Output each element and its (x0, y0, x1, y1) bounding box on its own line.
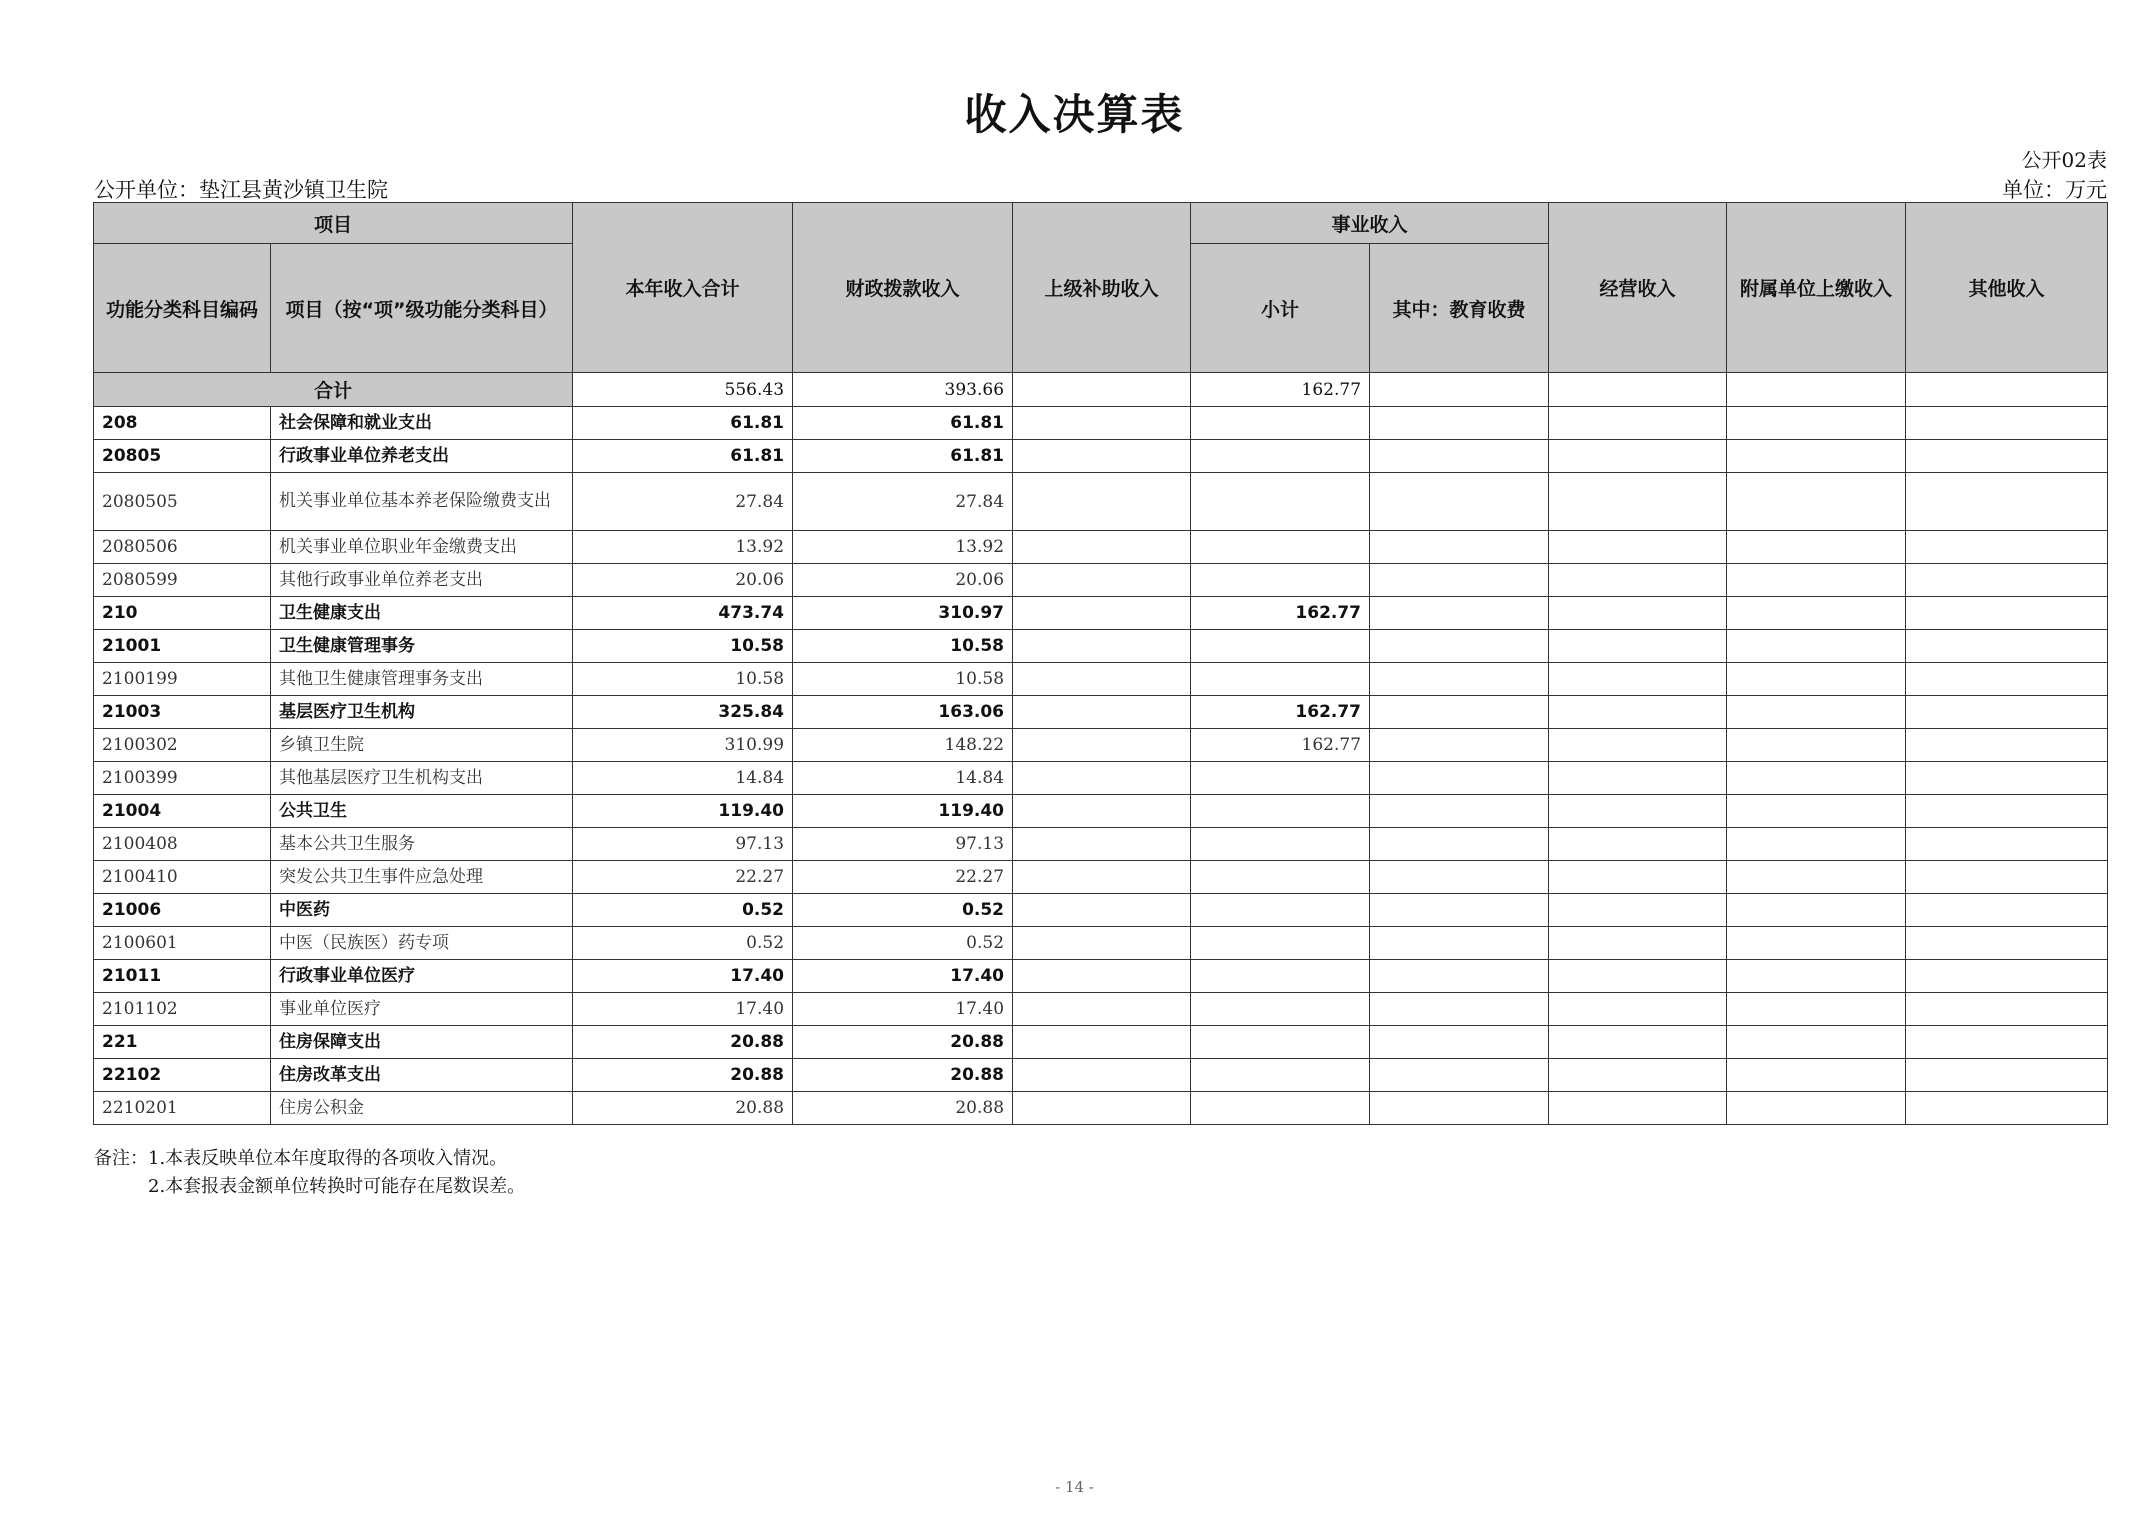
row-affiliated (1727, 927, 1906, 960)
row-subtotal (1191, 630, 1370, 663)
table-row (94, 531, 2108, 564)
row-subtotal (1191, 1026, 1370, 1059)
table-row (94, 1059, 2108, 1092)
row-superior (1013, 597, 1191, 630)
row-operating (1549, 1059, 1727, 1092)
row-affiliated (1727, 663, 1906, 696)
total-fiscal: 393.66 (793, 373, 1013, 407)
table-row (94, 696, 2108, 729)
row-fiscal: 10.58 (793, 630, 1013, 663)
page-number: - 14 - (1055, 1478, 1094, 1496)
row-code: 2080506 (94, 531, 271, 564)
header-business: 事业收入 (1191, 203, 1549, 244)
row-code: 2100199 (94, 663, 271, 696)
row-fiscal: 61.81 (793, 407, 1013, 440)
row-name: 基本公共卫生服务 (271, 828, 573, 861)
row-name: 事业单位医疗 (271, 993, 573, 1026)
total-other (1906, 373, 2108, 407)
row-total: 119.40 (573, 795, 793, 828)
row-affiliated (1727, 795, 1906, 828)
row-name: 公共卫生 (271, 795, 573, 828)
row-affiliated (1727, 564, 1906, 597)
row-subtotal (1191, 440, 1370, 473)
table-row (94, 927, 2108, 960)
row-other (1906, 762, 2108, 795)
row-affiliated (1727, 1026, 1906, 1059)
row-edu (1370, 663, 1549, 696)
row-edu (1370, 894, 1549, 927)
row-edu (1370, 473, 1549, 531)
row-total: 27.84 (573, 473, 793, 531)
row-superior (1013, 1026, 1191, 1059)
row-superior (1013, 440, 1191, 473)
row-operating (1549, 696, 1727, 729)
row-affiliated (1727, 960, 1906, 993)
row-superior (1013, 795, 1191, 828)
row-name: 行政事业单位养老支出 (271, 440, 573, 473)
row-code: 2080505 (94, 473, 271, 531)
row-other (1906, 993, 2108, 1026)
row-subtotal (1191, 1092, 1370, 1125)
row-other (1906, 407, 2108, 440)
note-line-1: 备注：1.本表反映单位本年度取得的各项收入情况。 (94, 1148, 508, 1169)
row-operating (1549, 894, 1727, 927)
row-affiliated (1727, 1092, 1906, 1125)
row-superior (1013, 828, 1191, 861)
row-superior (1013, 407, 1191, 440)
row-operating (1549, 828, 1727, 861)
row-operating (1549, 531, 1727, 564)
table-row (94, 473, 2108, 531)
header-fiscal: 财政拨款收入 (793, 203, 1013, 373)
total-subtotal: 162.77 (1191, 373, 1370, 407)
row-other (1906, 1026, 2108, 1059)
row-operating (1549, 960, 1727, 993)
row-superior (1013, 1092, 1191, 1125)
table-row (94, 1026, 2108, 1059)
row-name: 机关事业单位职业年金缴费支出 (271, 531, 573, 564)
row-affiliated (1727, 597, 1906, 630)
row-edu (1370, 960, 1549, 993)
table-row (94, 564, 2108, 597)
row-other (1906, 696, 2108, 729)
row-total: 10.58 (573, 663, 793, 696)
row-affiliated (1727, 861, 1906, 894)
row-edu (1370, 440, 1549, 473)
header-operating: 经营收入 (1549, 203, 1727, 373)
row-fiscal: 163.06 (793, 696, 1013, 729)
row-name: 机关事业单位基本养老保险缴费支出 (271, 473, 573, 531)
row-edu (1370, 795, 1549, 828)
row-fiscal: 20.06 (793, 564, 1013, 597)
row-fiscal: 0.52 (793, 927, 1013, 960)
row-code: 2101102 (94, 993, 271, 1026)
row-other (1906, 960, 2108, 993)
row-edu (1370, 597, 1549, 630)
row-fiscal: 61.81 (793, 440, 1013, 473)
row-operating (1549, 993, 1727, 1026)
row-name: 住房改革支出 (271, 1059, 573, 1092)
row-code: 21011 (94, 960, 271, 993)
row-edu (1370, 1092, 1549, 1125)
row-fiscal: 20.88 (793, 1092, 1013, 1125)
row-subtotal (1191, 531, 1370, 564)
row-operating (1549, 1092, 1727, 1125)
row-edu (1370, 861, 1549, 894)
row-code: 21001 (94, 630, 271, 663)
row-name: 中医（民族医）药专项 (271, 927, 573, 960)
row-other (1906, 440, 2108, 473)
row-other (1906, 828, 2108, 861)
header-other: 其他收入 (1906, 203, 2108, 373)
table-row (94, 861, 2108, 894)
table-row (94, 729, 2108, 762)
row-other (1906, 564, 2108, 597)
page-title: 收入决算表 (964, 90, 1185, 139)
row-name: 其他基层医疗卫生机构支出 (271, 762, 573, 795)
row-total: 20.88 (573, 1026, 793, 1059)
row-subtotal (1191, 927, 1370, 960)
row-operating (1549, 1026, 1727, 1059)
row-other (1906, 531, 2108, 564)
row-operating (1549, 927, 1727, 960)
row-affiliated (1727, 630, 1906, 663)
row-code: 21003 (94, 696, 271, 729)
row-subtotal: 162.77 (1191, 696, 1370, 729)
row-total: 473.74 (573, 597, 793, 630)
row-affiliated (1727, 1059, 1906, 1092)
row-total: 310.99 (573, 729, 793, 762)
table-row (94, 762, 2108, 795)
row-superior (1013, 630, 1191, 663)
row-subtotal: 162.77 (1191, 597, 1370, 630)
row-name: 社会保障和就业支出 (271, 407, 573, 440)
table-row (94, 894, 2108, 927)
row-other (1906, 663, 2108, 696)
row-name: 卫生健康支出 (271, 597, 573, 630)
income-table (93, 202, 2108, 1125)
table-row (94, 993, 2108, 1026)
table-row (94, 960, 2108, 993)
row-fiscal: 14.84 (793, 762, 1013, 795)
table-row (94, 440, 2108, 473)
total-operating (1549, 373, 1727, 407)
row-fiscal: 310.97 (793, 597, 1013, 630)
row-operating (1549, 762, 1727, 795)
row-total: 17.40 (573, 960, 793, 993)
row-edu (1370, 1059, 1549, 1092)
row-other (1906, 630, 2108, 663)
row-fiscal: 10.58 (793, 663, 1013, 696)
row-total: 13.92 (573, 531, 793, 564)
total-affiliated (1727, 373, 1906, 407)
row-operating (1549, 564, 1727, 597)
total-edu (1370, 373, 1549, 407)
row-subtotal (1191, 894, 1370, 927)
row-edu (1370, 828, 1549, 861)
row-other (1906, 1059, 2108, 1092)
row-edu (1370, 696, 1549, 729)
row-code: 20805 (94, 440, 271, 473)
row-code: 221 (94, 1026, 271, 1059)
row-operating (1549, 663, 1727, 696)
row-other (1906, 927, 2108, 960)
row-affiliated (1727, 696, 1906, 729)
form-number: 公开02表 (2021, 148, 2107, 172)
row-subtotal (1191, 993, 1370, 1026)
row-name: 其他行政事业单位养老支出 (271, 564, 573, 597)
row-superior (1013, 927, 1191, 960)
table-row (94, 663, 2108, 696)
row-operating (1549, 795, 1727, 828)
row-other (1906, 795, 2108, 828)
row-total: 14.84 (573, 762, 793, 795)
header-project: 项目 (94, 203, 573, 244)
row-operating (1549, 861, 1727, 894)
row-code: 2100302 (94, 729, 271, 762)
row-operating (1549, 597, 1727, 630)
row-operating (1549, 440, 1727, 473)
row-fiscal: 27.84 (793, 473, 1013, 531)
row-fiscal: 22.27 (793, 861, 1013, 894)
header-code: 功能分类科目编码 (94, 244, 271, 373)
row-name: 住房公积金 (271, 1092, 573, 1125)
row-total: 61.81 (573, 440, 793, 473)
note-line-2: 2.本套报表金额单位转换时可能存在尾数误差。 (148, 1176, 526, 1197)
row-name: 乡镇卫生院 (271, 729, 573, 762)
row-superior (1013, 663, 1191, 696)
row-superior (1013, 531, 1191, 564)
row-total: 20.88 (573, 1059, 793, 1092)
row-fiscal: 119.40 (793, 795, 1013, 828)
row-superior (1013, 993, 1191, 1026)
row-other (1906, 473, 2108, 531)
row-edu (1370, 531, 1549, 564)
row-total: 10.58 (573, 630, 793, 663)
row-code: 21006 (94, 894, 271, 927)
row-total: 61.81 (573, 407, 793, 440)
row-subtotal (1191, 828, 1370, 861)
row-subtotal (1191, 861, 1370, 894)
row-fiscal: 17.40 (793, 993, 1013, 1026)
row-total: 17.40 (573, 993, 793, 1026)
row-fiscal: 20.88 (793, 1059, 1013, 1092)
row-edu (1370, 927, 1549, 960)
row-edu (1370, 1026, 1549, 1059)
row-affiliated (1727, 407, 1906, 440)
row-code: 208 (94, 407, 271, 440)
row-code: 2080599 (94, 564, 271, 597)
total-label: 合计 (94, 373, 573, 407)
row-total: 22.27 (573, 861, 793, 894)
row-edu (1370, 564, 1549, 597)
row-other (1906, 1092, 2108, 1125)
row-subtotal: 162.77 (1191, 729, 1370, 762)
row-total: 20.06 (573, 564, 793, 597)
row-affiliated (1727, 729, 1906, 762)
total-superior (1013, 373, 1191, 407)
row-total: 0.52 (573, 894, 793, 927)
row-superior (1013, 729, 1191, 762)
table-row (94, 630, 2108, 663)
row-name: 行政事业单位医疗 (271, 960, 573, 993)
row-edu (1370, 762, 1549, 795)
notes (94, 1145, 525, 1201)
row-superior (1013, 564, 1191, 597)
table-row (94, 795, 2108, 828)
row-superior (1013, 960, 1191, 993)
row-total: 97.13 (573, 828, 793, 861)
row-subtotal (1191, 473, 1370, 531)
table-row (94, 597, 2108, 630)
table-row (94, 828, 2108, 861)
table-header (94, 203, 2108, 373)
currency-unit: 单位：万元 (2002, 178, 2107, 202)
row-operating (1549, 473, 1727, 531)
row-other (1906, 894, 2108, 927)
table-body (94, 373, 2108, 1125)
row-affiliated (1727, 894, 1906, 927)
row-superior (1013, 894, 1191, 927)
row-operating (1549, 630, 1727, 663)
row-operating (1549, 407, 1727, 440)
row-name: 突发公共卫生事件应急处理 (271, 861, 573, 894)
row-edu (1370, 407, 1549, 440)
row-code: 2100408 (94, 828, 271, 861)
row-superior (1013, 473, 1191, 531)
row-edu (1370, 729, 1549, 762)
row-total: 20.88 (573, 1092, 793, 1125)
row-operating (1549, 729, 1727, 762)
row-subtotal (1191, 564, 1370, 597)
row-subtotal (1191, 1059, 1370, 1092)
row-fiscal: 17.40 (793, 960, 1013, 993)
row-subtotal (1191, 795, 1370, 828)
row-affiliated (1727, 762, 1906, 795)
row-other (1906, 597, 2108, 630)
header-subtotal: 小计 (1191, 244, 1370, 373)
total-row (94, 373, 2108, 407)
row-fiscal: 20.88 (793, 1026, 1013, 1059)
row-total: 325.84 (573, 696, 793, 729)
row-subtotal (1191, 663, 1370, 696)
row-affiliated (1727, 828, 1906, 861)
row-other (1906, 861, 2108, 894)
row-code: 2100410 (94, 861, 271, 894)
row-code: 21004 (94, 795, 271, 828)
row-subtotal (1191, 762, 1370, 795)
row-code: 22102 (94, 1059, 271, 1092)
row-superior (1013, 762, 1191, 795)
row-fiscal: 0.52 (793, 894, 1013, 927)
row-name: 中医药 (271, 894, 573, 927)
header-affiliated: 附属单位上缴收入 (1727, 203, 1906, 373)
table-row (94, 1092, 2108, 1125)
row-affiliated (1727, 473, 1906, 531)
row-edu (1370, 630, 1549, 663)
row-affiliated (1727, 993, 1906, 1026)
row-superior (1013, 696, 1191, 729)
row-edu (1370, 993, 1549, 1026)
row-code: 210 (94, 597, 271, 630)
row-name: 卫生健康管理事务 (271, 630, 573, 663)
row-fiscal: 13.92 (793, 531, 1013, 564)
header-superior: 上级补助收入 (1013, 203, 1191, 373)
row-superior (1013, 861, 1191, 894)
row-code: 2100601 (94, 927, 271, 960)
row-name: 其他卫生健康管理事务支出 (271, 663, 573, 696)
row-affiliated (1727, 531, 1906, 564)
row-affiliated (1727, 440, 1906, 473)
table-row (94, 407, 2108, 440)
row-subtotal (1191, 960, 1370, 993)
row-fiscal: 148.22 (793, 729, 1013, 762)
row-code: 2100399 (94, 762, 271, 795)
row-other (1906, 729, 2108, 762)
header-name: 项目（按“项”级功能分类科目） (271, 244, 573, 373)
header-total: 本年收入合计 (573, 203, 793, 373)
reporting-unit: 公开单位：垫江县黄沙镇卫生院 (94, 178, 388, 202)
row-total: 0.52 (573, 927, 793, 960)
row-name: 住房保障支出 (271, 1026, 573, 1059)
row-name: 基层医疗卫生机构 (271, 696, 573, 729)
header-edu: 其中：教育收费 (1370, 244, 1549, 373)
row-fiscal: 97.13 (793, 828, 1013, 861)
row-subtotal (1191, 407, 1370, 440)
row-superior (1013, 1059, 1191, 1092)
row-code: 2210201 (94, 1092, 271, 1125)
total-amount: 556.43 (573, 373, 793, 407)
